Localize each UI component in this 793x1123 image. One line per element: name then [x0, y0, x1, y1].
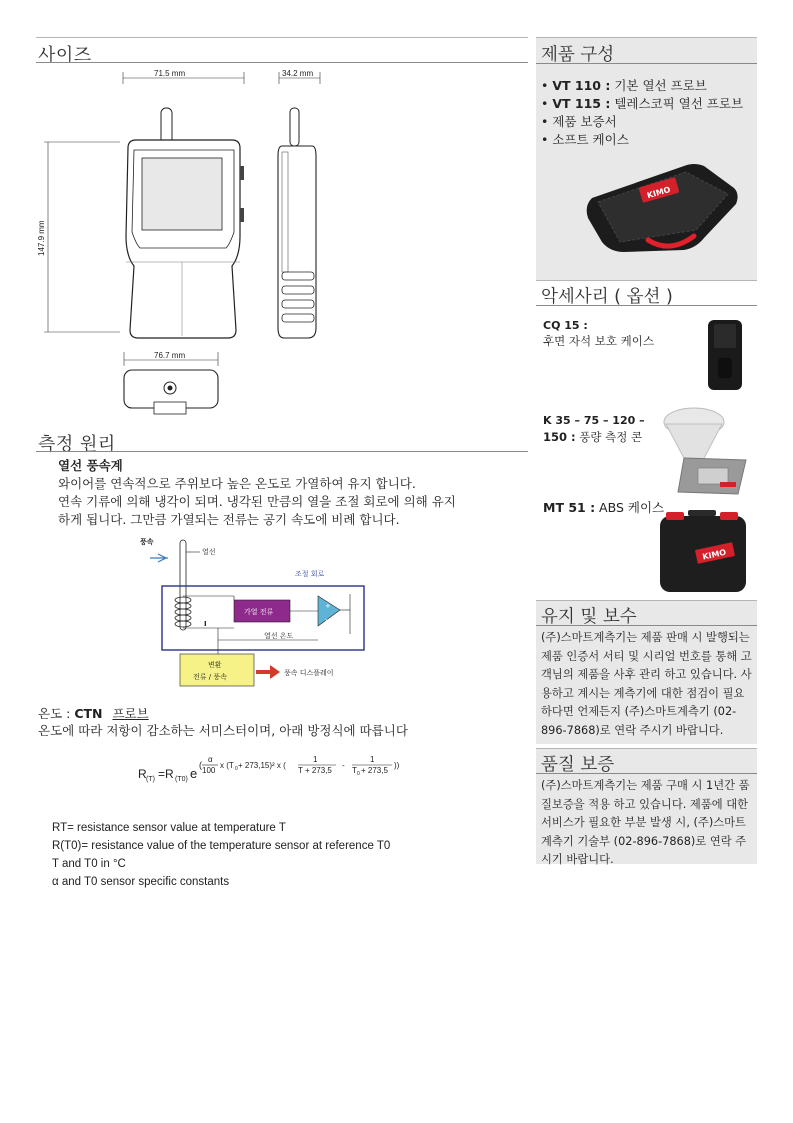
svg-text:T + 273,5: T + 273,5: [298, 766, 332, 775]
svg-text:+: +: [325, 602, 331, 610]
maintenance-title: 유지 및 보수: [541, 607, 637, 627]
accessories-rule: [536, 305, 757, 306]
thermistor-formula: [130, 752, 430, 792]
accessories-title: 악세사리 ( 옵션 ): [541, 287, 673, 307]
composition-title: 제품 구성: [541, 45, 615, 65]
accessories-top-rule: [536, 280, 757, 281]
principle-section-rule: [36, 451, 528, 452]
cq15-case-image: [704, 318, 746, 392]
composition-item-2-text: 텔레스코픽 열선 프로브: [610, 96, 744, 111]
abs-case-brand: KIMO: [701, 547, 727, 562]
note-t-units: T and T0 in °C: [52, 858, 126, 870]
svg-text:α: α: [208, 755, 213, 764]
diagram-heating-current: 가열 전류: [244, 608, 274, 616]
size-section-title: 사이즈: [38, 45, 92, 66]
svg-text:)): )): [394, 761, 400, 770]
note-rt: RT= resistance sensor value at temperature T: [52, 822, 286, 834]
soft-case-brand: KIMO: [645, 185, 672, 201]
dim-side-depth: 34.2 mm: [282, 69, 314, 78]
ctn-label: 온도 :: [38, 706, 71, 721]
warranty-top-rule: [536, 748, 757, 749]
diagram-temp-label: 열선 온도: [264, 632, 294, 640]
composition-item-4: • 소프트 케이스: [541, 132, 629, 147]
hotwire-subtitle: 열선 풍속계: [58, 458, 123, 473]
composition-top-rule: [536, 37, 757, 38]
svg-text:e: e: [190, 766, 198, 781]
maintenance-rule: [536, 625, 757, 626]
svg-text:+ 273,15)² x (: + 273,15)² x (: [238, 761, 286, 770]
dim-front-width: 71.5 mm: [154, 69, 186, 78]
warranty-text: (주)스마트계측기는 제품 구매 시 1년간 품질보증을 적용 하고 있습니다. 제품에 대한 서비스가 필요한 부분 발생 시, (주)스마트계측기 기술부 (02-896-7868)로 연락 주시기 바랍니다.: [541, 779, 750, 866]
warranty-title: 품질 보증: [541, 755, 615, 775]
flow-cone-image: [660, 402, 752, 496]
diagram-wire-label: 열선: [202, 548, 216, 556]
principle-line-1: 와이어를 연속적으로 주위보다 높은 온도로 가열하여 유지 합니다.: [58, 476, 416, 491]
svg-text:-: -: [325, 616, 328, 624]
composition-item-2-bold: VT 115 :: [552, 96, 611, 111]
mt51-title: MT 51 :: [543, 500, 596, 515]
svg-text:(T0): (T0): [175, 776, 188, 783]
composition-item-3-text: 제품 보증서: [552, 114, 617, 129]
cq15-desc: 후면 자석 보호 케이스: [543, 334, 654, 348]
dim-bottom-width: 76.7 mm: [154, 351, 186, 360]
composition-item-1-bold: VT 110 :: [552, 78, 611, 93]
svg-text:1: 1: [370, 755, 375, 764]
hotwire-circuit-diagram: [130, 534, 370, 694]
principle-line-2: 연속 기류에 의해 냉각이 되며. 냉각된 만큼의 열을 조절 회로에 의해 유지: [58, 494, 456, 509]
size-section-rule-top: [36, 37, 528, 38]
maintenance-text: (주)스마트계측기는 제품 판매 시 발행되는 제품 인증서 서티 및 시리얼 번호를 통해 고객님의 제품을 사후 관리 하고 있습니다. 사용하고 계시는 계측기에 대한 점검이 필요하다면 언제든지 (주)스마트계측기 (02-896-7868)로 연락 주시기 바랍니다.: [541, 631, 752, 737]
svg-text:100: 100: [202, 766, 216, 775]
diagram-convert-line2: 전류 / 풍속: [193, 673, 227, 681]
soft-case-image: [584, 158, 742, 256]
diagram-display-label: 풍속 디스플레이: [284, 669, 334, 677]
svg-text:x (T: x (T: [220, 761, 234, 770]
k35-title-2: 150 :: [543, 430, 576, 444]
composition-item-3: • 제품 보증서: [541, 114, 617, 129]
mt51-desc: ABS 케이스: [595, 500, 665, 515]
composition-item-1-text: 기본 열선 프로브: [610, 78, 707, 93]
maintenance-top-rule: [536, 600, 757, 601]
svg-text:+ 273,5: + 273,5: [361, 766, 388, 775]
ctn-heading: [38, 705, 149, 723]
abs-case-image: [658, 508, 748, 596]
principle-section-title: 측정 원리: [38, 434, 116, 455]
diagram-current-symbol: I: [204, 620, 207, 628]
composition-item-1: • VT 110 : 기본 열선 프로브: [541, 78, 707, 93]
note-rt0: R(T0)= resistance value of the temperature sensor at reference T0: [52, 840, 391, 852]
svg-text:=R: =R: [158, 767, 174, 781]
k35-desc: [543, 430, 642, 445]
cq15-title: CQ 15 :: [543, 319, 588, 332]
device-dimension-drawing: [30, 66, 314, 426]
svg-text:1: 1: [313, 755, 318, 764]
ctn-description: 온도에 따라 저항이 감소하는 서미스터이며, 아래 방정식에 따릅니다: [38, 723, 408, 738]
svg-text:0: 0: [357, 771, 360, 777]
composition-rule: [536, 63, 757, 64]
svg-text:0: 0: [235, 766, 238, 772]
size-section-rule: [36, 62, 528, 63]
note-constants: α and T0 sensor specific constants: [52, 876, 230, 888]
ctn-rest: 프로브: [112, 706, 149, 721]
principle-line-3: 하게 됩니다. 그만큼 가열되는 전류는 공기 속도에 비례 합니다.: [58, 512, 400, 527]
svg-text:R: R: [138, 767, 147, 781]
k35-desc-text: 풍량 측정 콘: [575, 430, 643, 444]
composition-item-2: • VT 115 : 텔레스코픽 열선 프로브: [541, 96, 744, 111]
diagram-wind-label: 풍속: [140, 538, 154, 546]
warranty-rule: [536, 773, 757, 774]
svg-text:T: T: [352, 766, 357, 775]
mt51-label: [543, 500, 664, 515]
diagram-convert-line1: 변환: [208, 661, 222, 669]
diagram-control-label: 조절 회로: [295, 570, 325, 578]
k35-title: K 35 – 75 – 120 –: [543, 414, 645, 427]
ctn-bold: CTN: [74, 706, 103, 721]
svg-text:(: (: [199, 760, 202, 770]
svg-text:(T): (T): [146, 776, 155, 783]
svg-text:-: -: [342, 761, 345, 770]
dim-height: 147.9 mm: [37, 220, 46, 256]
composition-item-4-text: 소프트 케이스: [552, 132, 629, 147]
